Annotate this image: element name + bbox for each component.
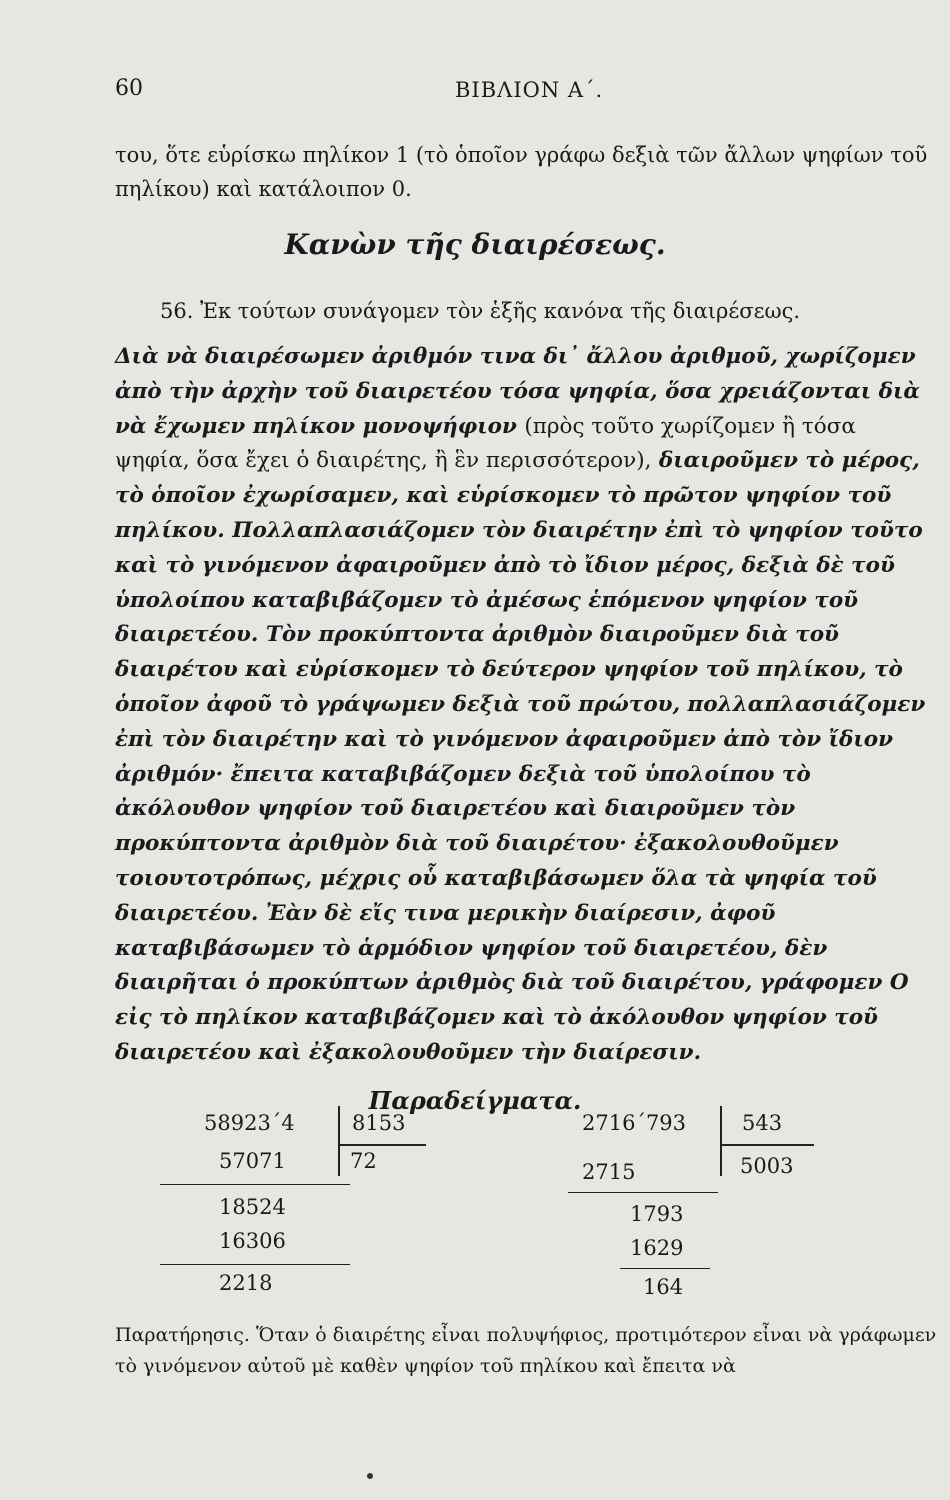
ex2-dividend: 2716΄793 (582, 1111, 687, 1135)
ex1-divider-vertical (338, 1106, 340, 1176)
ex1-remainder: 2218 (219, 1271, 273, 1295)
ex2-divisor: 543 (742, 1111, 783, 1135)
ex1-divisor: 8153 (352, 1111, 406, 1135)
section-heading: Κανὼν τῆς διαιρέσεως. (284, 228, 666, 261)
intro-paragraph: του, ὅτε εὑρίσκω πηλίκον 1 (τὸ ὁποῖον γράφω δεξιὰ τῶν ἄλλων ψηφίων τοῦ πηλίκου) καὶ κατάλοιπον 0. (115, 143, 928, 201)
division-rule (115, 340, 937, 1071)
ex2-step-2: 1793 (630, 1202, 684, 1226)
ex1-step-3: 16306 (219, 1229, 286, 1253)
page-header (115, 76, 890, 110)
ex2-step-3: 1629 (630, 1236, 684, 1260)
note-paragraph (115, 1320, 940, 1382)
ex2-quotient: 5003 (740, 1154, 794, 1178)
ex1-quotient: 72 (350, 1149, 377, 1173)
examples-title: Παραδείγματα. (368, 1086, 582, 1115)
note-label: Παρατήρησις. (115, 1324, 250, 1346)
ex2-subtraction-line-2 (620, 1268, 710, 1269)
stray-ink-dot (367, 1473, 373, 1479)
ex2-divider-vertical (720, 1106, 722, 1176)
ex2-remainder: 164 (643, 1275, 684, 1299)
ex1-step-2: 18524 (219, 1195, 286, 1219)
ex1-subtraction-line-2 (160, 1264, 350, 1265)
rule-part-1: Διὰ νὰ διαιρέσωμεν ἀριθμόν τινα δι᾽ ἄλλου ἀριθμοῦ, χωρίζομεν ἀπὸ τὴν ἀρχὴν τοῦ διαιρετέου τόσα ψηφία, ὅσα χρειάζονται διὰ νὰ ἔχωμεν πηλίκον μονοψήφιον (115, 344, 920, 439)
ex1-dividend: 58923΄4 (204, 1111, 295, 1135)
rule-part-3: διαιροῦμεν τὸ μέρος, τὸ ὁποῖον ἐχωρίσαμεν, καὶ εὑρίσκομεν τὸ πρῶτον ψηφίον τοῦ πηλίκου. Πολλαπλασιάζομεν τὸν διαιρέτην ἐπὶ τὸ ψηφίον τοῦτο καὶ τὸ γινόμενον ἀφαιροῦμεν ἀπὸ τὸ ἴδιον μέρος, δεξιὰ δὲ τοῦ ὑπολοίπου καταβιβάζομεν τὸ ἀμέσως ἑπόμενον ψηφίον τοῦ διαιρετέου. Τὸν προκύπτοντα ἀριθμὸν διαιροῦμεν διὰ τοῦ διαιρέτου καὶ εὑρίσκομεν τὸ δεύτερον ψηφίον τοῦ πηλίκου, τὸ ὁποῖον ἀφοῦ τὸ γράψωμεν δεξιὰ τοῦ πρώτου, πολλαπλασιάζομεν ἐπὶ τὸν διαιρέτην καὶ τὸ γινόμενον ἀφαιροῦμεν ἀπὸ τὸν ἴδιον ἀριθμόν· ἔπειτα καταβιβάζομεν δεξιὰ τοῦ ὑπολοίπου τὸ ἀκόλουθον ψηφίον τοῦ διαιρετέου καὶ διαιροῦμεν τὸν προκύπτοντα ἀριθμὸν διὰ τοῦ διαιρέτου· ἐξακολουθοῦμεν τοιουτοτρόπως, μέχρις οὗ καταβιβάσωμεν ὅλα τὰ ψηφία τοῦ διαιρετέου. Ἐὰν δὲ εἴς τινα μερικὴν διαίρεσιν, ἀφοῦ καταβιβάσωμεν τὸ ἁρμόδιον ψηφίον τοῦ διαιρετέου, δὲν διαιρῆται ὁ προκύπτων ἀριθμὸς διὰ τοῦ διαιρέτου, γράφομεν Ο εἰς τὸ πηλίκον καταβιβάζομεν καὶ τὸ ἀκόλουθον ψηφίον τοῦ διαιρετέου καὶ ἐξακολουθοῦμεν τὴν διαίρεσιν. (115, 448, 926, 1065)
paragraph-56-text: 56. Ἐκ τούτων συνάγομεν τὸν ἑξῆς κανόνα τῆς διαιρέσεως. (160, 299, 801, 323)
rule-part-2: (πρὸς τοῦτο χωρίζομεν ἢ τόσα ψηφία, ὅσα ἔχει ὁ διαιρέτης, ἢ ἓν περισσότερον), (115, 413, 856, 474)
running-head: ΒΙΒΛΙΟΝ Α΄. (455, 78, 604, 102)
page-number: 60 (115, 76, 143, 101)
ex1-divider-horizontal (338, 1144, 426, 1146)
note-text: Ὅταν ὁ διαιρέτης εἶναι πολυψήφιος, προτιμότερον εἶναι νὰ γράφωμεν τὸ γινόμενον αὐτοῦ μὲ καθὲν ψηφίον τοῦ πηλίκου καὶ ἔπειτα νὰ (115, 1324, 937, 1377)
ex2-divider-horizontal (720, 1144, 814, 1146)
paragraph-56 (115, 294, 937, 328)
ex2-step-1: 2715 (582, 1160, 636, 1184)
ex1-subtraction-line-1 (160, 1184, 350, 1185)
ex1-step-1: 57071 (219, 1149, 286, 1173)
ex2-subtraction-line-1 (568, 1192, 718, 1193)
